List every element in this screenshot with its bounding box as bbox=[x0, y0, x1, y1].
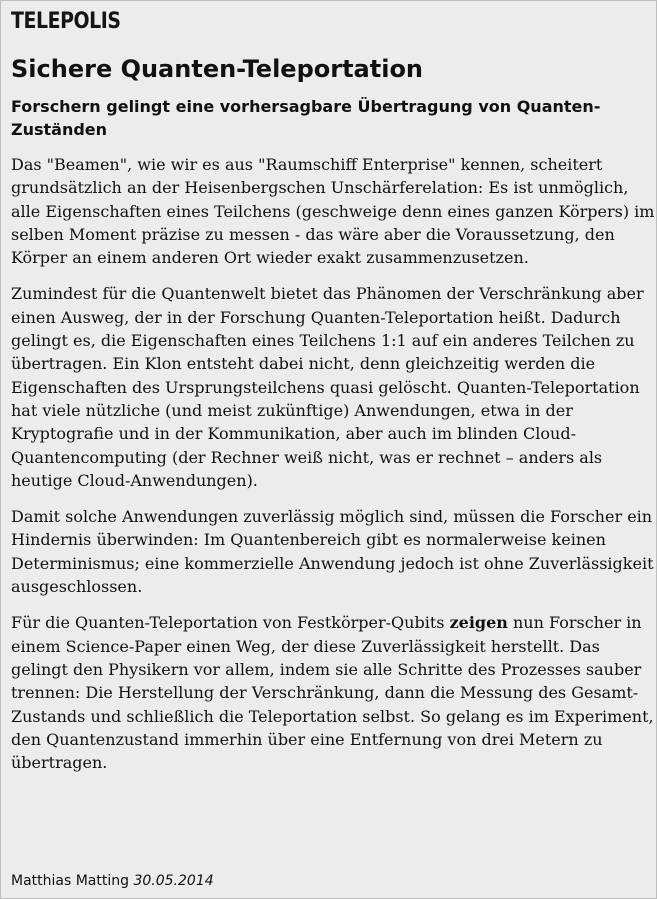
paragraph-3: Damit solche Anwendungen zuverlässig möglich sind, müssen die Forscher ein Hindernis überwinden: Im Quantenbereich gibt es normalerweise keinen Determinismus; eine kommerzielle Anwendung jedoch ist ohne Zuverlässigkeit ausgeschlossen. bbox=[11, 507, 654, 597]
byline bbox=[11, 873, 214, 889]
paragraph-4-end: nun Forscher in einem Science-Paper einen Weg, der diese Zuverlässigkeit herstellt. Das gelingt den Physikern vor allem, indem sie alle Schritte des Prozesses sauber trennen: Die Herstellung der Verschränkung, dann die Messung des Gesamt-Zustands und schließlich die Teleportation selbst. So gelang es im Experiment, den Quantenzustand immerhin über eine Entfernung von drei Metern zu übertragen. bbox=[11, 613, 654, 773]
author-name: Matthias Matting bbox=[11, 873, 130, 889]
article-body bbox=[11, 153, 657, 787]
telepolis-logo[interactable]: TELEPOLIS bbox=[11, 9, 121, 34]
paragraph-4-start: Für die Quanten-Teleportation von Festkörper-Qubits bbox=[11, 613, 450, 633]
article-subtitle: Forschern gelingt eine vorhersagbare Übertragung von Quanten-Zuständen bbox=[11, 97, 601, 139]
zeigen-link[interactable]: zeigen bbox=[449, 613, 508, 633]
paragraph-2: Zumindest für die Quantenwelt bietet das Phänomen der Verschränkung aber einen Ausweg, der in der Forschung Quanten-Teleportation heißt. Dadurch gelingt es, die Eigenschaften eines Teilchens 1:1 auf ein anderes Teilchen zu übertragen. Ein Klon entsteht dabei nicht, denn gleichzeitig werden die Eigenschaften des Ursprungsteilchens quasi gelöscht. Quanten-Teleportation hat viele nützliche (und meist zukünftige) Anwendungen, etwa in der Kryptografie und in der Kommunikation, aber auch im blinden Cloud-Quantencomputing (der Rechner weiß nicht, was er rechnet – anders als heutige Cloud-Anwendungen). bbox=[11, 284, 644, 490]
article-title: Sichere Quanten-Teleportation bbox=[11, 55, 424, 83]
paragraph-1: Das "Beamen", wie wir es aus "Raumschiff Enterprise" kennen, scheitert grundsätzlich an der Heisenbergschen Unschärferelation: Es ist unmöglich, alle Eigenschaften eines Teilchens (geschweige denn eines ganzen Körpers) im selben Moment präzise zu messen - das wäre aber die Voraussetzung, den Körper an einem anderen Ort wieder exakt zusammenzusetzen. bbox=[11, 155, 655, 268]
publish-date: 30.05.2014 bbox=[133, 873, 214, 889]
paragraph-4 bbox=[11, 611, 657, 774]
